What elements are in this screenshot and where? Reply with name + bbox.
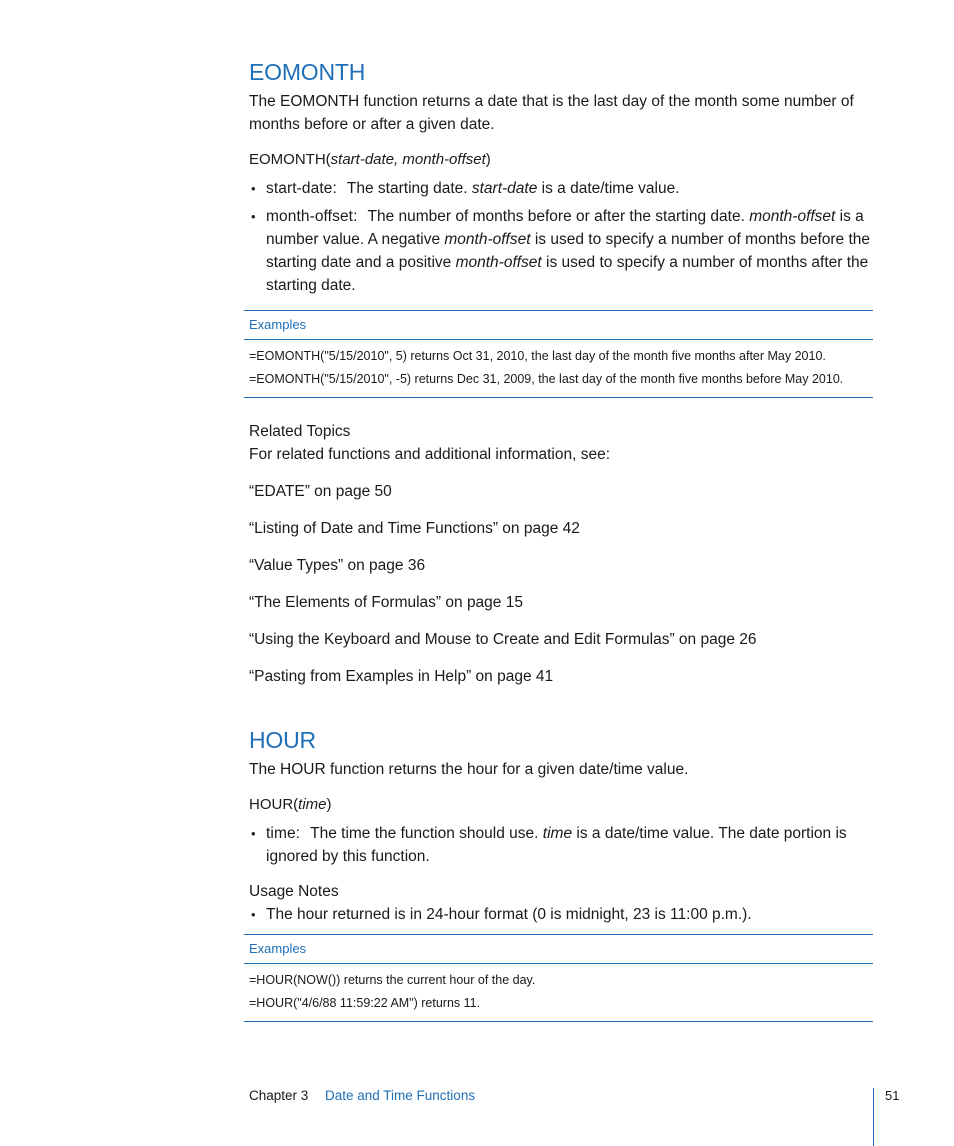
argument-term: time: [266, 825, 301, 842]
examples-label: Examples [244, 935, 873, 964]
example-line: =EOMONTH("5/15/2010", 5) returns Oct 31, 2010, the last day of the month five months after May 2010. [249, 349, 826, 363]
usage-notes-list [249, 903, 874, 926]
argument-text: The time the function should use. [310, 825, 539, 842]
eomonth-argument-list [249, 177, 874, 297]
syntax-arguments: time [298, 796, 327, 813]
related-link[interactable]: “Using the Keyboard and Mouse to Create and Edit Formulas” on page 26 [249, 631, 757, 648]
related-link[interactable]: “Listing of Date and Time Functions” on page 42 [249, 520, 580, 537]
examples-body [244, 964, 873, 1021]
hour-syntax: HOUR(time) [249, 796, 332, 813]
syntax-arguments: start-date, month-offset [330, 151, 486, 168]
eomonth-examples-box [244, 310, 873, 398]
related-topics-intro: For related functions and additional information, see: [249, 446, 611, 463]
argument-text: is a date/time value. [541, 180, 680, 197]
hour-argument-list [249, 822, 874, 868]
eomonth-syntax: EOMONTH(start-date, month-offset) [249, 151, 491, 168]
argument-text: The number of months before or after the starting date. [367, 208, 745, 225]
footer-chapter: Chapter 3 [249, 1088, 309, 1103]
related-link[interactable]: “Value Types” on page 36 [249, 557, 426, 574]
examples-label: Examples [244, 311, 873, 340]
argument-text: is a date/time value. The date portion is ignored by this function. [266, 825, 847, 865]
footer-chapter-title[interactable]: Date and Time Functions [325, 1088, 476, 1103]
examples-body [244, 340, 873, 397]
related-link[interactable]: “The Elements of Formulas” on page 15 [249, 594, 523, 611]
argument-item [249, 177, 874, 200]
usage-note-item: • The hour returned is in 24-hour format (0 is midnight, 23 is 11:00 p.m.). [249, 903, 874, 926]
page-footer [249, 1086, 909, 1110]
argument-italic: month-offset [749, 208, 836, 225]
argument-italic: month-offset [444, 231, 531, 248]
eomonth-intro: The EOMONTH function returns a date that is the last day of the month some number of months before or after a given date. [249, 93, 854, 133]
usage-notes-heading: Usage Notes [249, 883, 339, 900]
page-content [249, 58, 874, 1022]
argument-item [249, 205, 874, 297]
footer-divider [873, 1088, 874, 1146]
argument-text: The starting date. [346, 180, 468, 197]
argument-item [249, 822, 874, 868]
page-number: 51 [885, 1088, 900, 1103]
related-link[interactable]: “EDATE” on page 50 [249, 483, 392, 500]
example-line: =HOUR("4/6/88 11:59:22 AM") returns 11. [249, 996, 481, 1010]
argument-text: is a number value. A negative [266, 208, 864, 248]
argument-term: start-date: [266, 180, 337, 197]
syntax-function-name: EOMONTH [249, 151, 326, 168]
argument-italic: month-offset [455, 254, 542, 271]
section-title-eomonth: EOMONTH [249, 59, 366, 85]
argument-text: is used to specify a number of months before the starting date and a positive [266, 231, 871, 271]
syntax-function-name: HOUR [249, 796, 294, 813]
related-link[interactable]: “Pasting from Examples in Help” on page 41 [249, 668, 554, 685]
related-topics-heading: Related Topics [249, 423, 351, 440]
hour-examples-box [244, 934, 873, 1022]
example-line: =HOUR(NOW()) returns the current hour of the day. [249, 973, 536, 987]
argument-text: is used to specify a number of months after the starting date. [266, 254, 869, 294]
example-line: =EOMONTH("5/15/2010", -5) returns Dec 31, 2009, the last day of the month five months before May 2010. [249, 372, 844, 386]
section-title-hour: HOUR [249, 727, 316, 753]
argument-italic: time [542, 825, 573, 842]
argument-italic: start-date [471, 180, 538, 197]
argument-term: month-offset: [266, 208, 358, 225]
hour-intro: The HOUR function returns the hour for a given date/time value. [249, 761, 689, 778]
